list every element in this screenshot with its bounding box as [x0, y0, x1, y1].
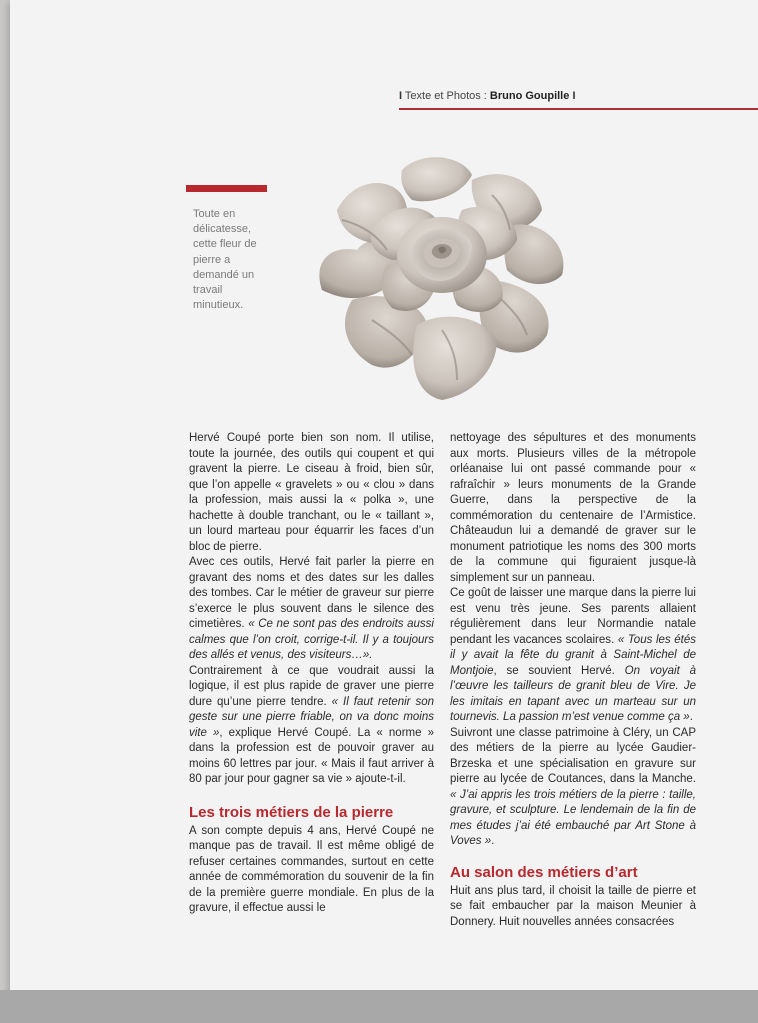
section-heading-salon-metiers: Au salon des métiers d’art [450, 863, 638, 881]
article-paragraph: nettoyage des sépultures et des monuments aux morts. Plusieurs villes de la métropole orléanaise lui ont passé commande pour « rafraîchir » leurs monuments de la Grande Guerre, dans la perspective de la commémoration du centenaire de l’Armistice. Châteaudun lui a demandé de graver sur le monument patriotique les noms des 300 morts de la commune qui figuraient jusque-là simplement sur un panneau. [450, 432, 696, 584]
paragraph-text: Suivront une classe patrimoine à Cléry, un CAP des métiers de la pierre au lycée Gaudier-Brzeska et une spécialisation en gravure sur pierre au lycée de Coutances, dans la Manche. [450, 726, 696, 785]
stone-rose-photo [312, 150, 574, 408]
paragraph-text: , se souvient Hervé. [493, 664, 615, 677]
byline [399, 90, 576, 102]
paragraph-quote: « Ce ne sont pas des endroits aussi calmes que l’on croit, corrige-t-il. Il y a toujours des allés et venus, des visiteurs…». [189, 618, 434, 661]
photo-caption: Toute en délicatesse, cette fleur de pierre a demandé un travail minutieux. [193, 208, 257, 312]
paragraph-quote: « Il faut retenir son geste sur une pierre friable, on va donc moins vite » [189, 695, 435, 739]
byline-separator-left: I [399, 90, 403, 102]
paragraph-quote: « Tous les étés il y avait la fête du granit à Saint-Michel de Montjoie [450, 633, 696, 677]
paragraph-quote: On voyait à l’œuvre les tailleurs de granit bleu de Vire. Je les imitais en tapant avec un marteau sur un tournevis. La passion m’est venue comme ça » [450, 664, 696, 723]
paragraph-text: . [689, 711, 693, 723]
byline-separator-right: I [572, 90, 576, 102]
paragraph-text: , explique Hervé Coupé. La « norme » dans la profession est de pouvoir graver au moins 60 lettres par jour. « Mais il faut arriver à 80 par jour pour gagner sa vie » ajoute-t-il. [189, 726, 434, 785]
paragraph-text: Ce goût de laisser une marque dans la pierre lui est venu très jeune. Ses parents allaient régulièrement dans leur Normandie natale pendant les vacances scolaires. [450, 587, 696, 646]
article-paragraph [189, 664, 434, 788]
byline-author: Bruno Goupille [489, 90, 570, 102]
paragraph-quote: « J’ai appris les trois métiers de la pierre : taille, gravure, et sculpture. Le lendemain de la fin de mes études j’ai été embauché par Art Stone à Voves » [450, 788, 696, 847]
article-paragraph: Huit ans plus tard, il choisit la taille de pierre et se fait embaucher par la maison Meunier à Donnery. Huit nouvelles années consacrées [450, 884, 696, 928]
paragraph-text: Avec ces outils, Hervé fait parler la pierre en gravant des noms et des dates sur les dalles des tombes. Car le métier de graveur sur pierre s’exerce le plus souvent dans le silence des cimetières. [189, 556, 434, 630]
page-edge-shadow [0, 990, 758, 1023]
paragraph-text: Contrairement à ce que voudrait aussi la logique, il est plus rapide de graver une pierre dure qu’une pierre tendre. [189, 664, 434, 708]
byline-prefix: Texte et Photos : [404, 90, 487, 102]
article-column-left [189, 431, 434, 917]
paragraph-text: . [491, 835, 495, 847]
article-paragraph: Hervé Coupé porte bien son nom. Il utilise, toute la journée, des outils qui coupent et qui gravent la pierre. Le ciseau à froid, bien sûr, que l’on appelle « gravelets » ou « clou » dans la profession, mais aussi la « polka », une hachette à double tranchant, ou le « taillant », un lourd marteau pour équarrir les faces d’un bloc de pierre. [189, 432, 434, 553]
article-paragraph [450, 586, 696, 726]
article-column-right [450, 431, 696, 930]
caption-accent-bar [186, 185, 267, 192]
section-heading-trois-metiers: Les trois métiers de la pierre [189, 803, 394, 821]
byline-rule [399, 108, 758, 110]
article-paragraph: A son compte depuis 4 ans, Hervé Coupé ne manque pas de travail. Il est même obligé de refuser certaines commandes, surtout en cette année de commémoration du souvenir de la fin de la première guerre mondiale. En plus de la gravure, il effectue aussi le [189, 824, 434, 914]
article-paragraph [189, 555, 434, 664]
article-paragraph [450, 726, 696, 850]
